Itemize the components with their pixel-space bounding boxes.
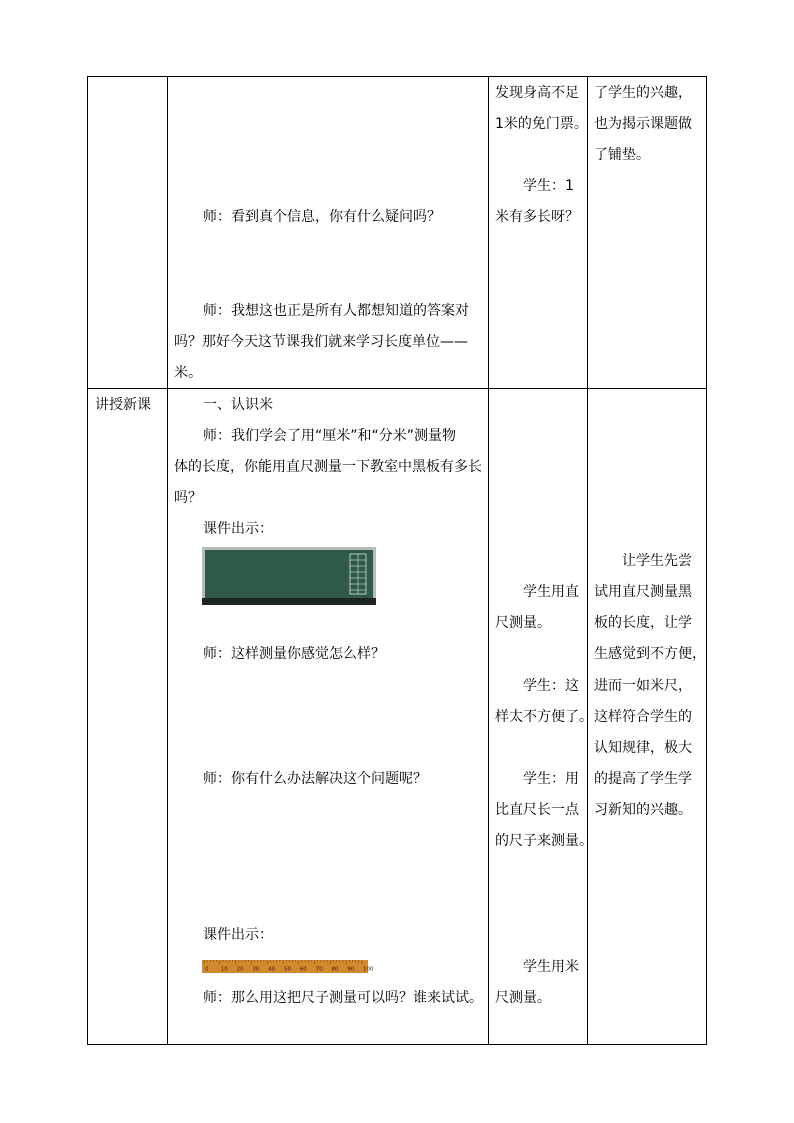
stage-label: 讲授新课 (95, 397, 151, 413)
student-answer-2-line-2: 样太不方便了。 (495, 709, 593, 725)
student-answer-1-line-1: 学生用直 (523, 584, 579, 600)
teacher-paragraph-line-1: 师：我们学会了用“厘米”和“分米”测量物 (203, 428, 457, 444)
table-border-left (87, 76, 88, 1045)
intent-main-line-9: 习新知的兴趣。 (594, 802, 692, 818)
student-answer-4-line-1: 学生用米 (523, 959, 579, 975)
courseware-label-2: 课件出示： (203, 927, 273, 943)
teacher-statement-line-3: 米。 (174, 365, 202, 381)
teacher-statement-line-1: 师：我想这也正是所有人都想知道的答案对 (203, 303, 469, 319)
student-text-line-2: 1米的免门票。 (495, 116, 588, 132)
table-border-right (706, 76, 707, 1045)
ruler-tick-label: 40 (268, 966, 276, 973)
ruler-tick-label: 20 (236, 966, 244, 973)
ruler-tick-label: 100 (363, 966, 374, 973)
table-border-top (87, 76, 707, 77)
ruler-tick-label: 70 (315, 966, 323, 973)
courseware-label-1: 课件出示： (203, 521, 273, 537)
teacher-paragraph-line-3: 吗？ (174, 490, 202, 506)
ruler-tick-label: 50 (284, 966, 291, 973)
ruler-tick-label: 10 (220, 966, 228, 973)
intent-main-line-8: 的提高了学生学 (594, 771, 692, 787)
intent-main-line-7: 认知规律，极大 (594, 740, 692, 756)
teacher-statement-line-2: 吗？那好今天这节课我们就来学习长度单位—— (174, 334, 468, 350)
intent-main-line-1: 让学生先尝 (622, 553, 692, 569)
student-answer-3-line-3: 的尺子来测量。 (495, 833, 593, 849)
teacher-question-solve: 师：你有什么办法解决这个问题呢？ (203, 771, 427, 787)
student-answer-3-line-1: 学生：用 (523, 771, 579, 787)
ruler-tick-label: 30 (252, 966, 260, 973)
ruler-tick-label: 80 (331, 966, 339, 973)
intent-main-line-2: 试用直尺测量黑 (594, 584, 692, 600)
student-answer-3-line-2: 比直尺长一点 (495, 802, 579, 818)
ruler-tick-label: 90 (347, 966, 355, 973)
intent-main-line-3: 板的长度，让学 (594, 615, 692, 631)
teacher-question-1: 师：看到真个信息，你有什么疑问吗？ (203, 209, 441, 225)
ruler-tick-label: 60 (299, 966, 307, 973)
student-text-line-1: 发现身高不足 (495, 85, 579, 101)
intent-text-line-2: 也为揭示课题做 (594, 116, 692, 132)
intent-text-line-1: 了学生的兴趣， (594, 85, 692, 101)
blackboard-surface (205, 550, 373, 598)
table-col-divider-3 (587, 76, 588, 1045)
blackboard-chalk-tray (202, 598, 376, 605)
student-text-line-4: 米有多长呀？ (495, 209, 579, 225)
student-answer-4-line-2: 尺测量。 (495, 990, 551, 1006)
table-border-bottom (87, 1044, 707, 1045)
table-col-divider-2 (488, 76, 489, 1045)
blackboard-image (202, 547, 376, 605)
teacher-paragraph-line-2: 体的长度，你能用直尺测量一下教室中黑板有多长 (174, 459, 482, 475)
section-heading: 一、认识米 (203, 397, 273, 413)
ruler-tick-label: 0 (205, 966, 209, 973)
teacher-question-feel: 师：这样测量你感觉怎么样？ (203, 646, 385, 662)
table-col-divider-1 (167, 76, 168, 1045)
intent-main-line-4: 生感觉到不方便， (594, 646, 706, 662)
student-answer-1-line-2: 尺测量。 (495, 615, 551, 631)
student-answer-2-line-1: 学生：这 (523, 678, 579, 694)
intent-main-line-6: 这样符合学生的 (594, 709, 692, 725)
intent-main-line-5: 进而一如米尺， (594, 678, 692, 694)
teacher-question-try: 师：那么用这把尺子测量可以吗？谁来试试。 (203, 990, 483, 1006)
meter-ruler-image (202, 960, 374, 973)
intent-text-line-3: 了铺垫。 (594, 147, 650, 163)
student-text-line-3: 学生：1 (523, 178, 574, 194)
